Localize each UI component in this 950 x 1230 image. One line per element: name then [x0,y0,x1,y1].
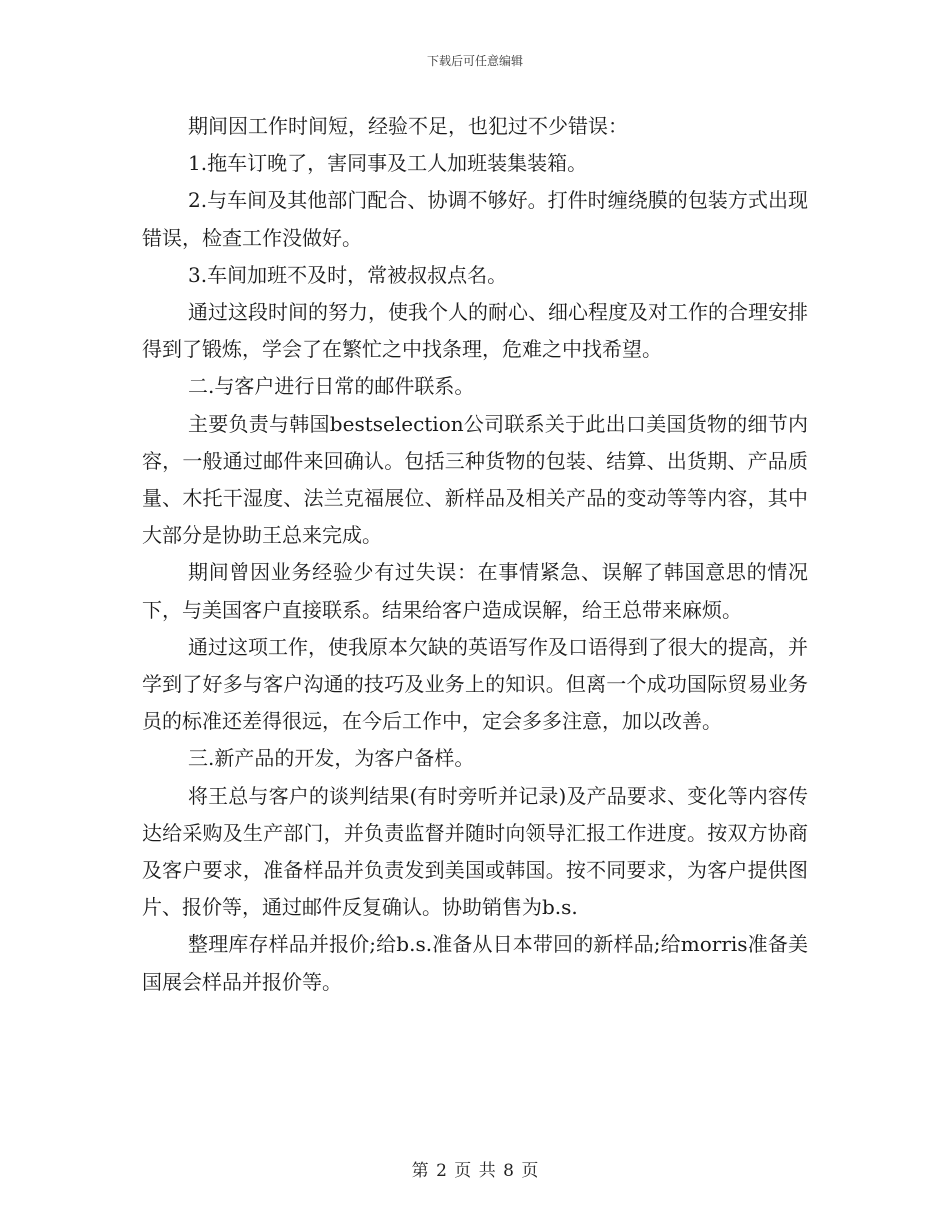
page-header-note: 下载后可任意编辑 [426,54,523,68]
section-heading-2: 二.与客户进行日常的邮件联系。 [188,374,475,399]
paragraph-reflection-1: 通过这段时间的努力，使我个人的耐心、细心程度及对工作的合理安排得到了锻炼，学会了在繁忙之中找条理，危难之中找希望。 [142,300,808,362]
paragraph-email-mistakes: 期间曾因业务经验少有过失误：在事情紧急、误解了韩国意思的情况下，与美国客户直接联系。结果给客户造成误解，给王总带来麻烦。 [142,560,808,622]
paragraph-mistake-1: 1.拖车订晚了，害同事及工人加班装集装箱。 [188,151,588,176]
section-heading-3: 三.新产品的开发，为客户备样。 [188,746,475,771]
paragraph-mistakes-intro: 期间因工作时间短，经验不足，也犯过不少错误： [188,114,628,138]
document-body [142,108,808,1001]
paragraph-email-duties: 主要负责与韩国bestselection公司联系关于此出口美国货物的细节内容，一般通过邮件来回确认。包括三种货物的包装、结算、出货期、产品质量、木托干湿度、法兰克福展位、新样品及相关产品的变动等等内容，其中大部分是协助王总来完成。 [142,411,808,548]
page-number-footer: 第 2 页 共 8 页 [411,1161,539,1181]
paragraph-product-dev: 将王总与客户的谈判结果(有时旁听并记录)及产品要求、变化等内容传达给采购及生产部门，并负责监督并随时向领导汇报工作进度。按双方协商及客户要求，准备样品并负责发到美国或韩国。按不同要求，为客户提供图片、报价等，通过邮件反复确认。协助销售为b.s. [142,783,808,920]
paragraph-reflection-2: 通过这项工作，使我原本欠缺的英语写作及口语得到了很大的提高，并学到了好多与客户沟通的技巧及业务上的知识。但离一个成功国际贸易业务员的标准还差得很远，在今后工作中，定会多多注意，加以改善。 [142,634,808,734]
paragraph-mistake-3: 3.车间加班不及时，常被叔叔点名。 [188,262,508,287]
paragraph-mistake-2: 2.与车间及其他部门配合、协调不够好。打件时缠绕膜的包装方式出现错误，检查工作没做好。 [142,188,808,250]
paragraph-samples: 整理库存样品并报价;给b.s.准备从日本带回的新样品;给morris准备美国展会样品并报价等。 [142,932,808,994]
